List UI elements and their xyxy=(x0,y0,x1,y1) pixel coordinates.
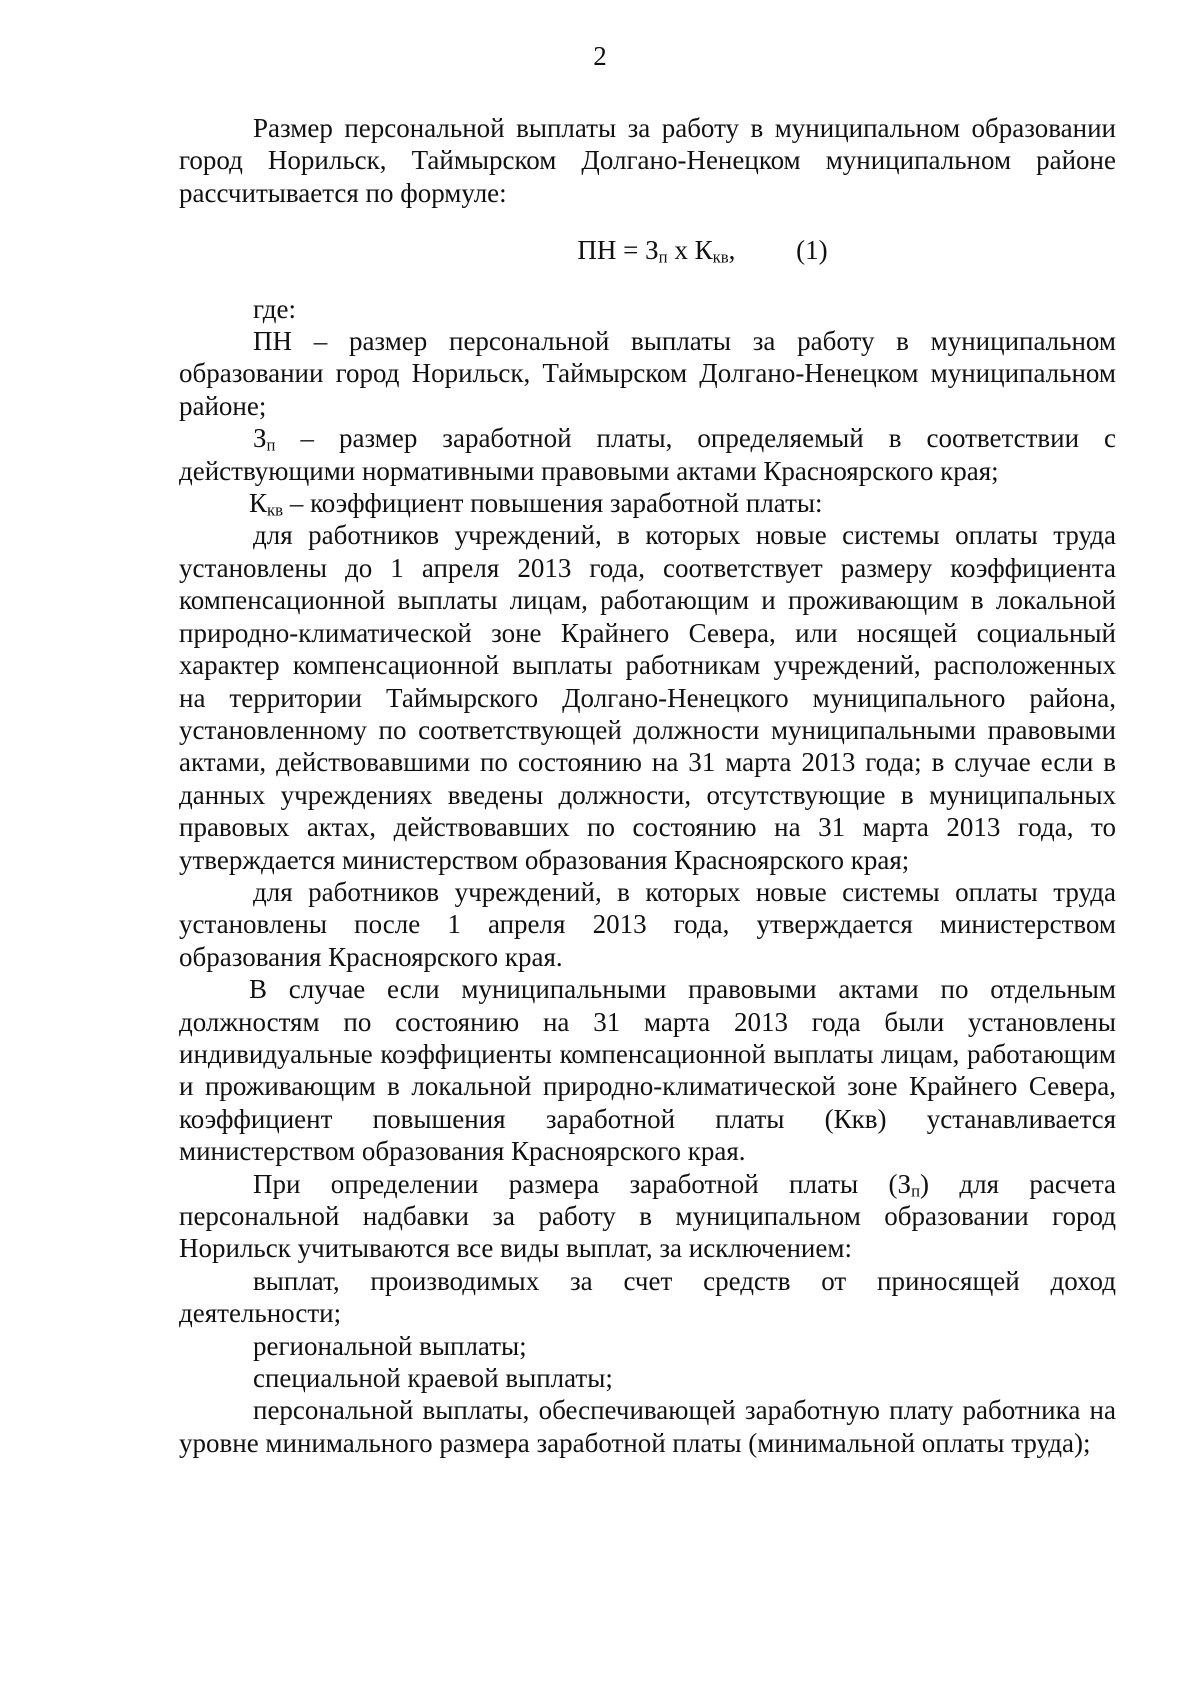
definition-kkv xyxy=(179,487,1116,519)
paragraph-individual-coefficients: В случае если муниципальными правовыми актами по отдельным должностям по состоянию на 31 марта 2013 года были установлены индивидуальные коэффициенты компенсационной выплаты лицам, работающим и проживающим в локальной природно-климатической зоне Крайнего Севера, коэффициент повышения заработной платы (Ккв) устанавливается министерством образования Красноярского края. xyxy=(179,974,1116,1167)
formula-lhs: ПН = З xyxy=(577,235,659,266)
formula-comma: , xyxy=(728,235,736,266)
document-body xyxy=(179,112,1116,1459)
definition-zp xyxy=(179,422,1116,487)
paragraph-before-2013: для работников учреждений, в которых новые системы оплаты труда установлены до 1 апреля 2013 года, соответствует размеру коэффициента компенсационной выплаты лицам, работающим и проживающим в локальной природно-климатической зоне Крайнего Севера, или носящей социальный характер компенсационной выплаты работникам учреждений, расположенных на территории Таймырского Долгано-Ненецкого муниципального района, установленному по соответствующей должности муниципальными правовыми актами, действовавшими по состоянию на 31 марта 2013 года; в случае если в данных учреждениях введены должности, отсутствующие в муниципальных правовых актах, действовавших по состоянию на 31 марта 2013 года, то утверждается министерством образования Красноярского края; xyxy=(179,520,1116,875)
exclusion-item: региональной выплаты; xyxy=(253,1330,527,1361)
definition-zp-symbol: $З_п$ xyxy=(253,423,276,455)
intro-paragraph: Размер персональной выплаты за работу в муниципальном образовании город Норильск, Таймырском Долгано-Ненецком муниципальном районе рассчитывается по формуле: xyxy=(179,113,1116,208)
formula-subscript-p: п xyxy=(658,247,668,267)
formula-number: (1) xyxy=(796,235,828,266)
definition-zp-text: – размер заработной платы, определяемый в соответствии с действующими нормативными правовыми актами Красноярского края; xyxy=(179,423,1116,486)
exclusion-item: персональной выплаты, обеспечивающей заработную плату работника на уровне минимального размера заработной платы (минимальной оплаты труда); xyxy=(179,1395,1116,1458)
formula-mid: х К xyxy=(667,235,713,266)
where-label: где: xyxy=(253,293,296,324)
exclusion-item: специальной краевой выплаты; xyxy=(253,1363,613,1394)
salary-subscript-p: п xyxy=(911,1181,921,1201)
paragraph-after-2013: для работников учреждений, в которых новые системы оплаты труда установлены после 1 апреля 2013 года, утверждается министерством образования Красноярского края. xyxy=(179,876,1116,972)
formula-line xyxy=(179,234,1116,266)
paragraph-salary-determination: При определении размера заработной платы $(З_п)$ для расчета персональной надбавки за работу в муниципальном образовании город Норильск учитываются все виды выплат, за исключением: xyxy=(179,1168,1116,1264)
definition-kkv-text: – коэффициент повышения заработной платы: xyxy=(283,488,823,519)
page-number: 2 xyxy=(593,41,607,71)
formula-subscript-kv: кв xyxy=(712,247,729,267)
definition-pn: ПН – размер персональной выплаты за работу в муниципальном образовании город Норильск, Таймырском Долгано-Ненецком муниципальном районе; xyxy=(179,326,1116,421)
exclusion-item: выплат, производимых за счет средств от приносящей доход деятельности; xyxy=(179,1265,1116,1329)
definition-kkv-symbol: $К_{кв}$ xyxy=(249,488,284,520)
